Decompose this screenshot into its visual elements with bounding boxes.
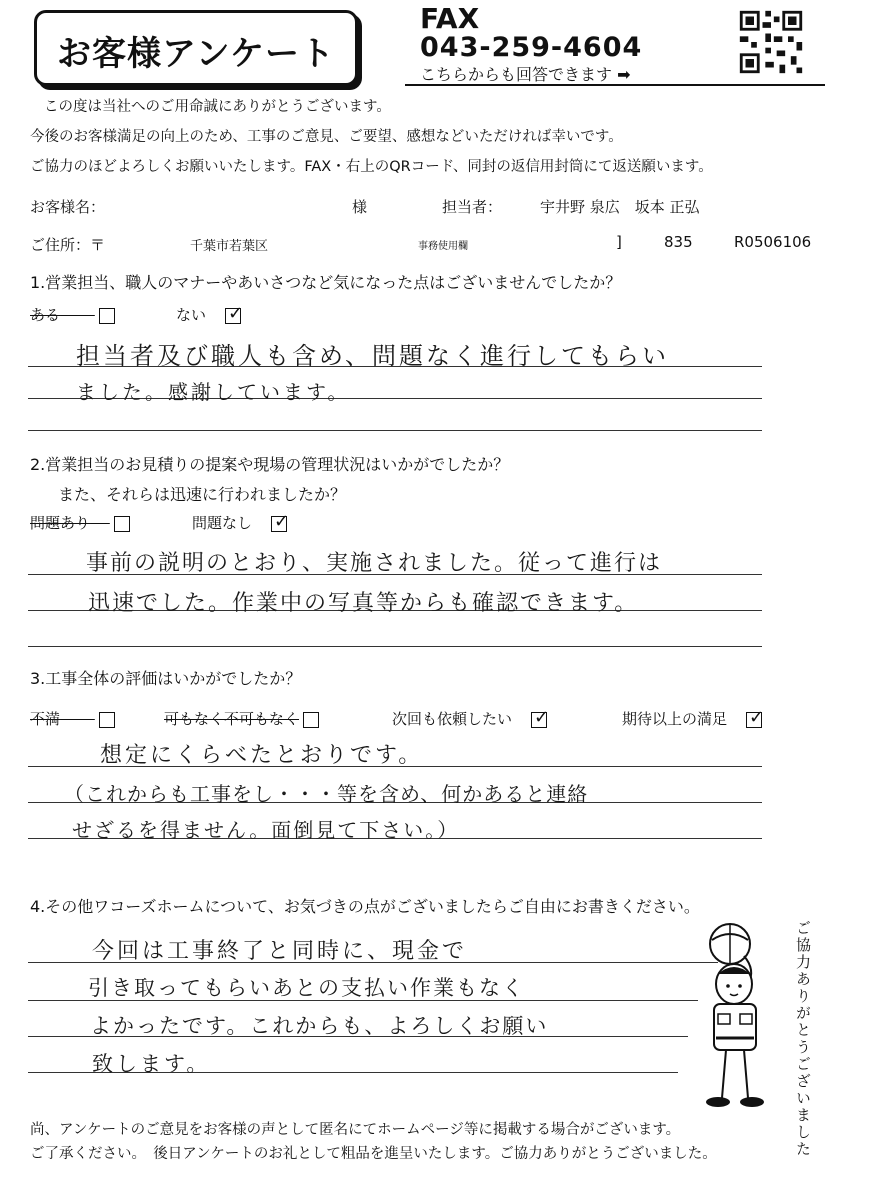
check-mark-icon: ✓: [534, 706, 550, 728]
q2-option-b-checkbox[interactable]: [271, 510, 290, 532]
office-bracket: ]: [616, 233, 622, 251]
address-value: 千葉市若葉区: [190, 239, 269, 254]
q3-answer-line-3[interactable]: せざるを得ません。面倒見て下さい。）: [72, 818, 460, 842]
q3-option-b-checkbox[interactable]: [303, 712, 319, 728]
fax-note: こちらからも回答できます ➡: [420, 65, 631, 84]
check-mark-icon: ✓: [749, 706, 765, 728]
q2-option-a-strike: [90, 514, 110, 532]
fax-underline: [405, 84, 825, 86]
address-label: ご住所：〒: [30, 236, 106, 254]
q1-answer-line-2[interactable]: ました。感謝しています。: [76, 380, 351, 404]
customer-honorific: 様: [352, 198, 368, 216]
q3-option-a-label: 不満: [30, 710, 61, 728]
staff-label: 担当者：: [442, 198, 503, 216]
q3-option-d[interactable]: [622, 706, 765, 729]
question-2-sub: また、それらは迅速に行われましたか？: [58, 485, 347, 504]
question-4: 4.その他ワコーズホームについて、お気づきの点がございましたらご自由にお書きください。: [30, 897, 700, 916]
q3-option-c-checkbox[interactable]: [531, 706, 550, 728]
q1-option-b[interactable]: [176, 302, 244, 325]
q3-option-d-label: 期待以上の満足: [622, 710, 728, 728]
question-3: 3.工事全体の評価はいかがでしたか？: [30, 669, 302, 688]
q2-answer-line-2[interactable]: 迅速でした。作業中の写真等からも確認できます。: [88, 591, 639, 616]
fax-label: FAX: [420, 2, 480, 35]
q3-answer-line-2[interactable]: （これからも工事をし・・・等を含め、何かあると連絡: [64, 782, 589, 806]
q1-option-a-checkbox[interactable]: [99, 308, 115, 324]
q3-option-a-strike: [60, 710, 95, 728]
q4-answer-line-4[interactable]: 致します。: [92, 1052, 211, 1076]
intro-line-1: この度は当社へのご用命誠にありがとうございます。: [44, 99, 391, 115]
footer-line-1: 尚、アンケートのご意見をお客様の声として匿名にてホームページ等に掲載する場合がございます。: [30, 1122, 681, 1138]
intro-line-2: 今後のお客様満足の向上のため、工事のご意見、ご要望、感想などいただければ幸いです。: [30, 129, 623, 145]
q3-option-c-label: 次回も依頼したい: [392, 710, 513, 728]
q2-option-a[interactable]: [30, 512, 130, 533]
q2-option-b[interactable]: [192, 510, 290, 533]
q3-option-b-label: 可もなく不可もなく: [164, 710, 300, 728]
q1-option-a-strike: [60, 306, 95, 324]
q2-option-a-checkbox[interactable]: [114, 516, 130, 532]
q3-option-a-checkbox[interactable]: [99, 712, 115, 728]
thank-you-vertical-note: ご協力ありがとうございました: [794, 920, 812, 1158]
q3-option-d-checkbox[interactable]: [746, 706, 765, 728]
check-mark-icon: ✓: [228, 302, 244, 324]
intro-line-3: ご協力のほどよろしくお願いいたします。FAX・右上のQRコード、同封の返信用封筒にて返送願います。: [30, 159, 713, 175]
survey-title-box: [34, 10, 358, 86]
q1-option-a[interactable]: [30, 304, 115, 325]
q2-option-b-label: 問題なし: [192, 514, 253, 532]
q3-option-a[interactable]: [30, 708, 115, 729]
staff-names: 宇井野 泉広 坂本 正弘: [540, 198, 700, 216]
q3-option-c[interactable]: [392, 706, 550, 729]
customer-name-label: お客様名：: [30, 198, 106, 216]
q4-answer-line-2[interactable]: 引き取ってもらいあとの支払い作業もなく: [88, 976, 525, 1000]
q4-answer-line-1[interactable]: 今回は工事終了と同時に、現金で: [92, 939, 468, 964]
check-mark-icon: ✓: [274, 510, 290, 532]
q2-answer-rule-3: [28, 646, 762, 647]
q1-answer-rule-3: [28, 430, 762, 431]
q1-answer-line-1[interactable]: 担当者及び職人も含め、問題なく進行してもらい: [76, 342, 670, 370]
q1-option-a-label: ある: [30, 306, 61, 324]
fax-number: 043-259-4604: [420, 32, 643, 63]
q1-option-b-checkbox[interactable]: [225, 302, 244, 324]
q2-answer-line-1[interactable]: 事前の説明のとおり、実施されました。従って進行は: [86, 551, 663, 576]
qr-code-icon[interactable]: [735, 8, 807, 76]
survey-title: お客様アンケート: [57, 34, 335, 74]
q3-option-b[interactable]: [164, 708, 319, 729]
q2-option-a-label: 問題あり: [30, 514, 91, 532]
question-1: 1.営業担当、職人のマナーやあいさつなど気になった点はございませんでしたか？: [30, 273, 622, 292]
office-use-label: 事務使用欄: [418, 241, 468, 252]
footer-line-2: ご了承ください。 後日アンケートのお礼として粗品を進呈いたします。ご協力ありがとうございました。: [30, 1146, 717, 1162]
worker-bowing-illustration: [690, 922, 786, 1112]
q3-answer-line-1[interactable]: 想定にくらべたとおりです。: [100, 743, 424, 768]
office-code-2: R0506106: [734, 233, 812, 251]
question-2: 2.営業担当のお見積りの提案や現場の管理状況はいかがでしたか？: [30, 455, 510, 474]
q4-answer-line-3[interactable]: よかったです。これからも、よろしくお願い: [90, 1014, 549, 1038]
office-code-1: 835: [664, 233, 693, 251]
q1-option-b-label: ない: [176, 306, 207, 324]
